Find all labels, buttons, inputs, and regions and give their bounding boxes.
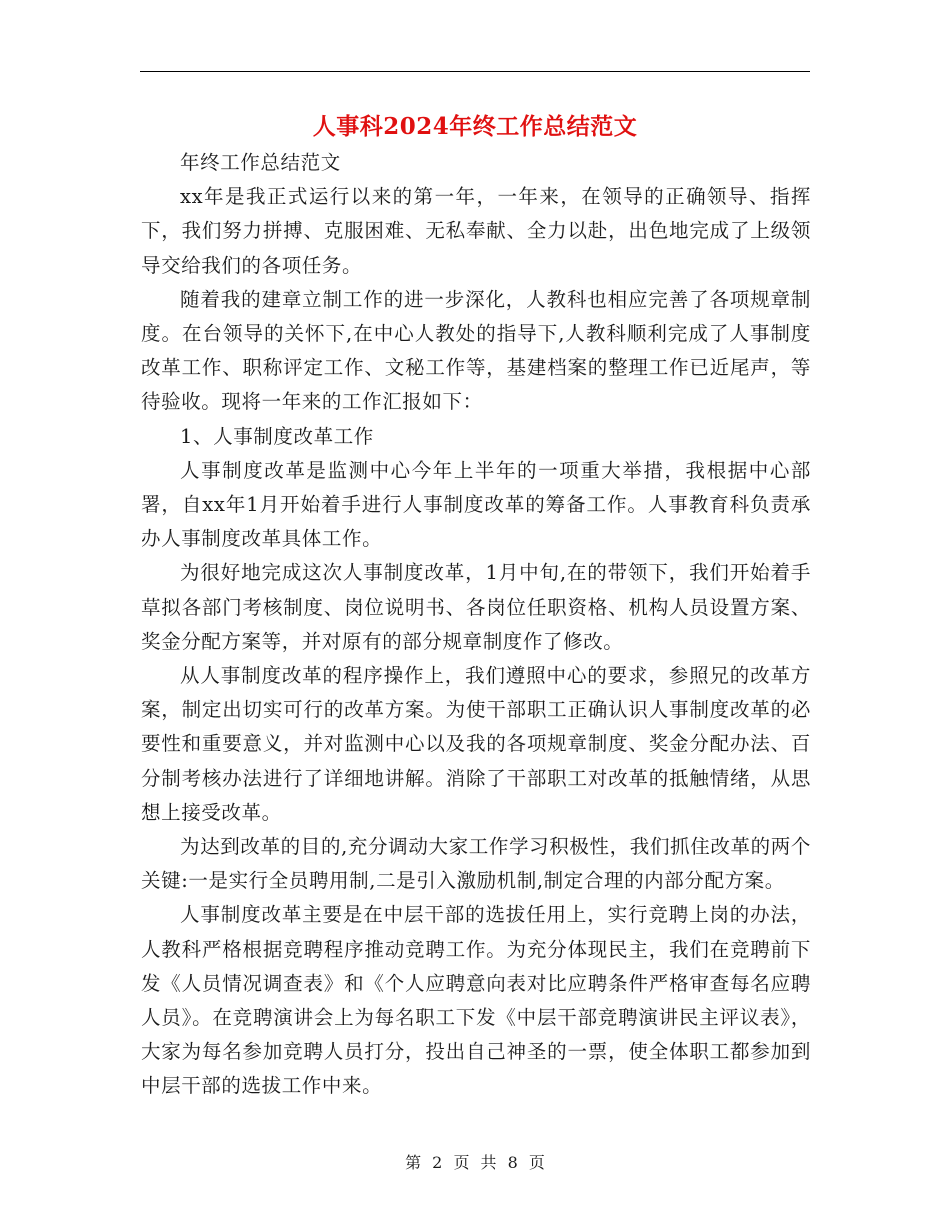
page-number: 第 2 页 共 8 页 — [405, 1153, 545, 1172]
paragraph: 从人事制度改革的程序操作上，我们遵照中心的要求，参照兄的改革方案，制定出切实可行的改革方案。为使干部职工正确认识人事制度改革的必要性和重要意义，并对监测中心以及我的各项规章制度、奖金分配办法、百分制考核办法进行了详细地讲解。消除了干部职工对改革的抵触情绪，从思想上接受改革。 — [141, 664, 811, 824]
paragraph: 人事制度改革主要是在中层干部的选拔任用上，实行竞聘上岗的办法，人教科严格根据竞聘程序推动竞聘工作。为充分体现民主，我们在竞聘前下发《人员情况调查表》和《个人应聘意向表对比应聘条件严格审查每名应聘人员》。在竞聘演讲会上为每名职工下发《中层干部竞聘演讲民主评议表》，大家为每名参加竞聘人员打分，投出自己神圣的一票，使全体职工都参加到中层干部的选拔工作中来。 — [141, 903, 811, 1098]
paragraph: 为达到改革的目的,充分调动大家工作学习积极性，我们抓住改革的两个关键:一是实行全员聘用制,二是引入激励机制,制定合理的内部分配方案。 — [141, 835, 811, 893]
paragraph: xx年是我正式运行以来的第一年，一年来，在领导的正确领导、指挥下，我们努力拼搏、克服困难、无私奉献、全力以赴，出色地完成了上级领导交给我们的各项任务。 — [141, 185, 811, 277]
paragraph: 为很好地完成这次人事制度改革，1月中旬,在的带领下，我们开始着手草拟各部门考核制度、岗位说明书、各岗位任职资格、机构人员设置方案、奖金分配方案等，并对原有的部分规章制度作了修改。 — [141, 561, 811, 653]
section-heading: 1、人事制度改革工作 — [180, 424, 374, 448]
document-title: 人事科2024年终工作总结范文 — [312, 113, 638, 140]
header-divider — [140, 71, 810, 72]
paragraph: 随着我的建章立制工作的进一步深化，人教科也相应完善了各项规章制度。在台领导的关怀下,在中心人教处的指导下,人教科顺利完成了人事制度改革工作、职称评定工作、文秘工作等，基建档案的整理工作已近尾声，等待验收。现将一年来的工作汇报如下： — [141, 287, 811, 414]
page-footer — [0, 1150, 950, 1173]
paragraph: 人事制度改革是监测中心今年上半年的一项重大举措，我根据中心部署，自xx年1月开始着手进行人事制度改革的筹备工作。人事教育科负责承办人事制度改革具体工作。 — [141, 458, 811, 551]
document-body — [141, 146, 811, 1104]
paragraph-subtitle: 年终工作总结范文 — [180, 151, 341, 174]
